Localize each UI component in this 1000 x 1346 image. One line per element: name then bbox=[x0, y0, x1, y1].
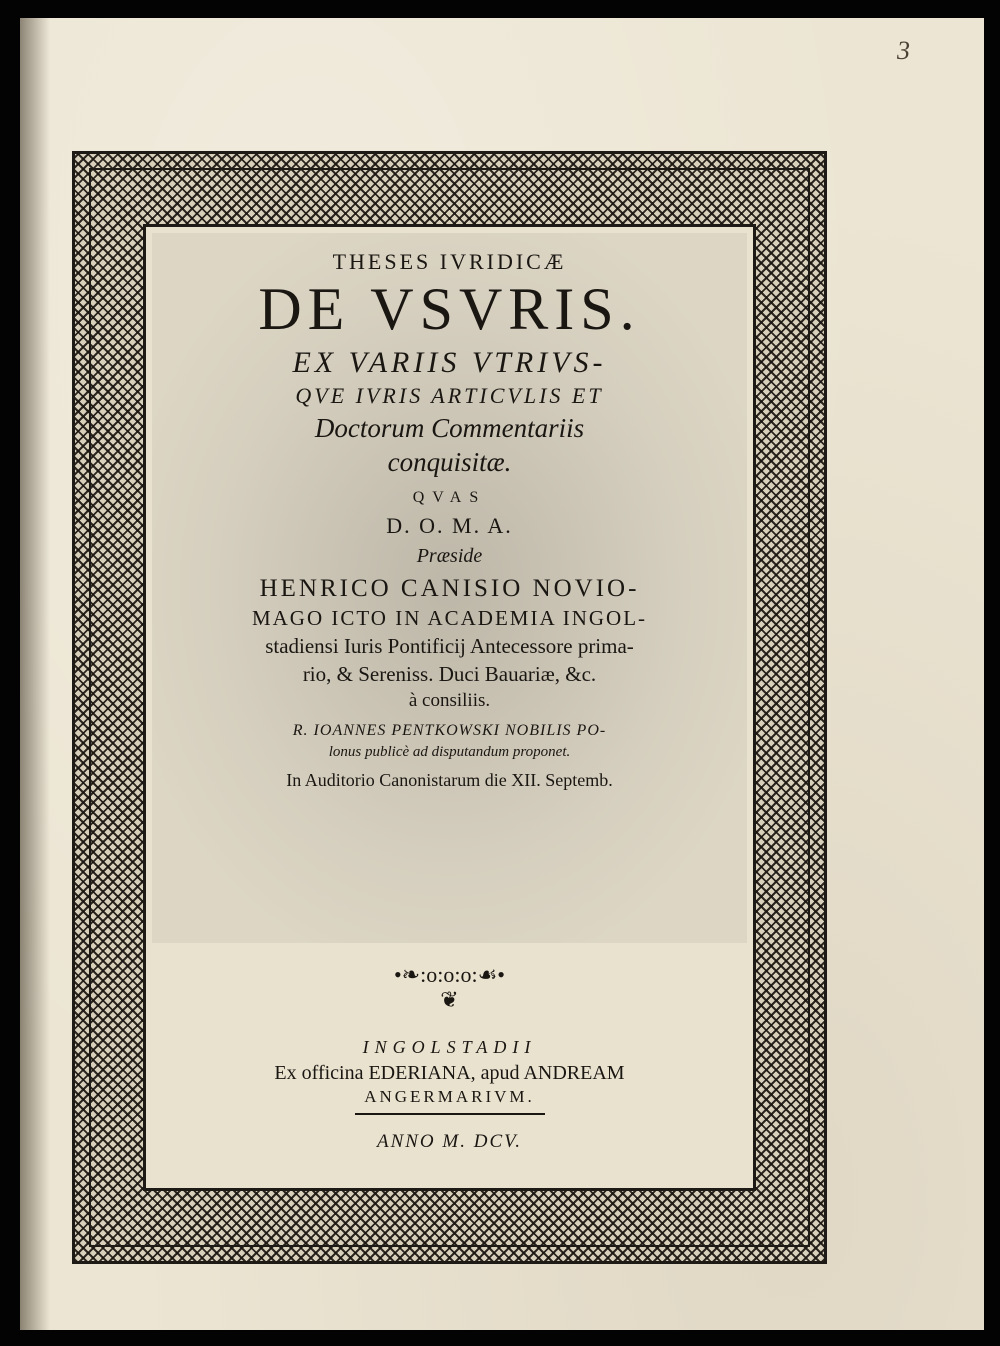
doma-line: D. O. M. A. bbox=[386, 513, 513, 538]
imprint-block bbox=[146, 1037, 753, 1153]
fleuron-icon: ❦ bbox=[440, 987, 459, 1012]
auditorio-line: In Auditorio Canonistarum die XII. Septemb. bbox=[286, 770, 613, 790]
title-line-conquisitae: conquisitæ. bbox=[387, 447, 512, 477]
praeside-line: Præside bbox=[416, 545, 483, 567]
title-line-que-iuris: QVE IVRIS ARTICVLIS ET bbox=[295, 383, 604, 408]
book-page bbox=[20, 18, 984, 1330]
stadiensi-line: stadiensi Iuris Pontificij Antecessore prima- bbox=[265, 634, 634, 658]
mago-line: MAGO ICTO IN ACADEMIA INGOL- bbox=[251, 606, 648, 630]
title-panel bbox=[143, 224, 756, 1191]
imprint-officina: Ex officina EDERIANA, apud ANDREAM bbox=[274, 1062, 625, 1084]
title-line-ex-variis: EX VARIIS VTRIVS- bbox=[292, 346, 607, 379]
title-line-de-usuris: DE VSVRIS. bbox=[258, 276, 641, 342]
title-line-theses: THESES IVRIDICÆ bbox=[332, 249, 567, 274]
ornament-rule: •❧:o:o:o:☙• bbox=[393, 962, 505, 987]
ioannes-line: R. IOANNES PENTKOWSKI NOBILIS PO- bbox=[292, 722, 607, 739]
henrico-line: HENRICO CANISIO NOVIO- bbox=[259, 575, 640, 602]
folio-number: 3 bbox=[897, 36, 910, 65]
imprint-year: ANNO M. DCV. bbox=[376, 1131, 523, 1152]
consiliis-line: à consiliis. bbox=[408, 690, 491, 711]
rio-line: rio, & Sereniss. Duci Bauariæ, &c. bbox=[302, 662, 597, 686]
imprint-rule bbox=[355, 1113, 545, 1115]
title-line-doctorum: Doctorum Commentariis bbox=[314, 413, 585, 443]
page-gutter-shadow bbox=[20, 18, 50, 1330]
ornamental-border bbox=[72, 151, 827, 1264]
lonus-line: lonus publicè ad disputandum proponet. bbox=[328, 744, 571, 760]
title-text-block bbox=[146, 249, 753, 791]
imprint-printer: ANGERMARIVM. bbox=[364, 1087, 535, 1106]
quas-line: QVAS bbox=[412, 489, 487, 506]
imprint-city: INGOLSTADII bbox=[362, 1037, 537, 1057]
